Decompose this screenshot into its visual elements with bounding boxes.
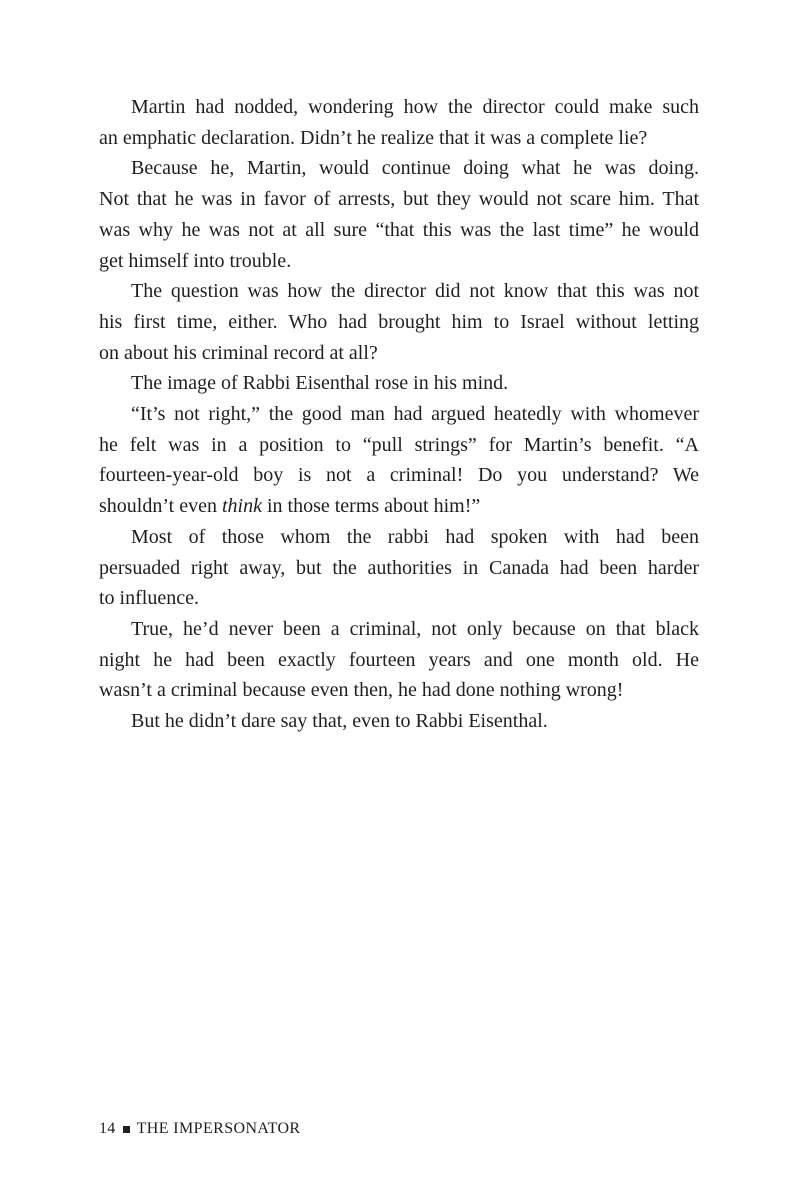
text-line: was why he was not at all sure “that this was the last time” he would xyxy=(99,218,699,241)
paragraph xyxy=(99,522,699,614)
paragraph xyxy=(99,614,699,706)
text-line: night he had been exactly fourteen years and one month old. He xyxy=(99,648,699,671)
paragraph xyxy=(99,92,699,153)
text-line: Not that he was in favor of arrests, but they would not scare him. That xyxy=(99,188,699,211)
text-line: get himself into trouble. xyxy=(99,249,292,272)
text-line: his first time, either. Who had brought him to Israel without letting xyxy=(99,310,699,333)
text-line: he felt was in a position to “pull strings” for Martin’s benefit. “A xyxy=(99,433,699,456)
text-line: an emphatic declaration. Didn’t he realize that it was a complete lie? xyxy=(99,126,648,149)
text-line: The question was how the director did not know that this was not xyxy=(131,280,699,303)
page-number: 14 xyxy=(99,1120,116,1137)
paragraph xyxy=(99,153,699,276)
text-line: Because he, Martin, would continue doing what he was doing. xyxy=(131,157,699,180)
paragraph xyxy=(99,399,699,522)
paragraph xyxy=(99,276,699,368)
page-footer xyxy=(99,1120,301,1138)
text-line: to influence. xyxy=(99,587,199,610)
text-line: persuaded right away, but the authorities in Canada had been harder xyxy=(99,556,699,579)
text-line: shouldn’t even think in those terms about him!” xyxy=(99,495,481,518)
body-text xyxy=(99,92,699,737)
text-line: fourteen-year-old boy is not a criminal! Do you understand? We xyxy=(99,464,699,487)
text-line: True, he’d never been a criminal, not only because on that black xyxy=(131,617,699,640)
book-title: THE IMPERSONATOR xyxy=(136,1120,301,1137)
text-line: “It’s not right,” the good man had argued heatedly with whomever xyxy=(131,403,699,426)
text-line: on about his criminal record at all? xyxy=(99,341,378,364)
square-bullet-icon xyxy=(123,1126,130,1133)
italic-text: think xyxy=(221,495,262,518)
paragraph xyxy=(99,706,699,737)
text-line: But he didn’t dare say that, even to Rabbi Eisenthal. xyxy=(131,710,548,733)
text-line: Most of those whom the rabbi had spoken with had been xyxy=(131,525,699,548)
text-line: wasn’t a criminal because even then, he had done nothing wrong! xyxy=(99,679,624,702)
text-line: Martin had nodded, wondering how the director could make such xyxy=(131,96,699,118)
paragraph xyxy=(99,368,699,399)
text-line: The image of Rabbi Eisenthal rose in his mind. xyxy=(131,372,509,395)
